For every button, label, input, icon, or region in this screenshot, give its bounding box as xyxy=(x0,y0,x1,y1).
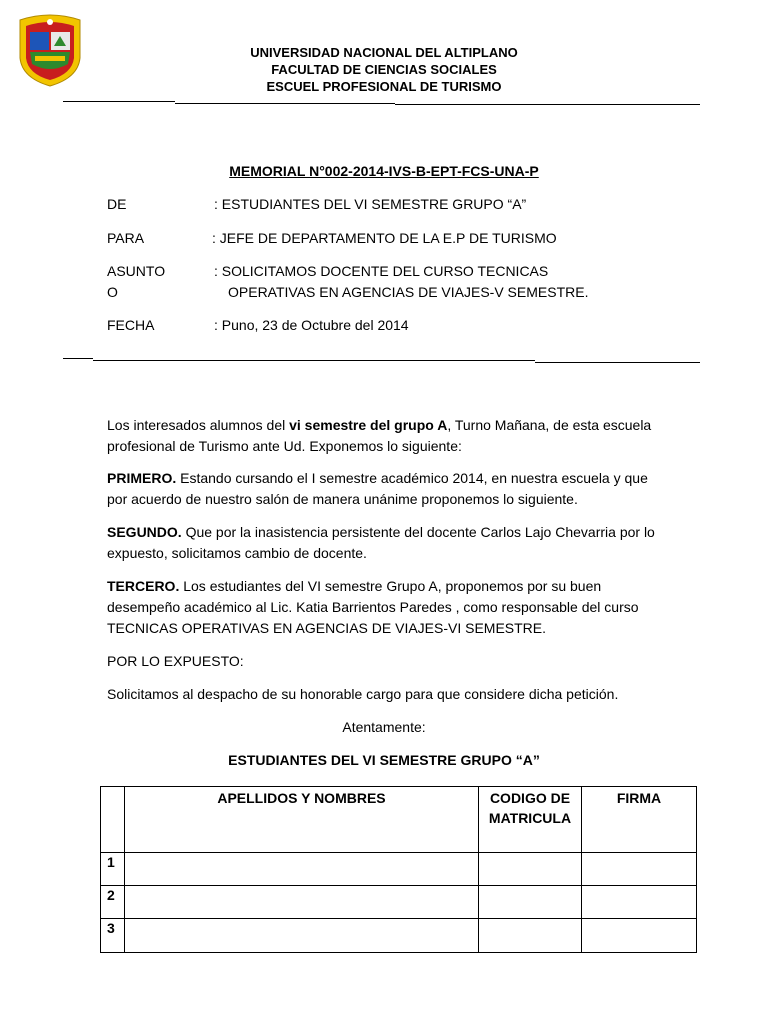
header-divider-left xyxy=(63,101,175,102)
header-faculty: FACULTAD DE CIENCIAS SOCIALES xyxy=(271,62,497,77)
header-school: ESCUEL PROFESIONAL DE TURISMO xyxy=(266,79,502,94)
signature-cell[interactable] xyxy=(582,919,697,953)
memo-divider-left xyxy=(63,358,93,359)
memo-title: MEMORIAL N°002-2014-IVS-B-EPT-FCS-UNA-P xyxy=(229,163,539,179)
header-divider-right xyxy=(395,104,700,105)
signature-cell[interactable] xyxy=(582,886,697,919)
memo-divider-right xyxy=(535,362,700,363)
signatures-heading: ESTUDIANTES DEL VI SEMESTRE GRUPO “A” xyxy=(228,752,540,768)
field-value-de: : ESTUDIANTES DEL VI SEMESTRE GRUPO “A” xyxy=(214,196,527,212)
field-value-asunto: : SOLICITAMOS DOCENTE DEL CURSO TECNICAS xyxy=(214,263,549,279)
field-label-fecha: FECHA xyxy=(107,317,155,333)
field-label-asunto: ASUNTO xyxy=(107,263,166,279)
header-university: UNIVERSIDAD NACIONAL DEL ALTIPLANO xyxy=(250,45,518,60)
request-paragraph: Solicitamos al despacho de su honorable cargo para que considere dicha petición. xyxy=(107,686,619,702)
field-label-asunto-wrap: O xyxy=(107,284,118,300)
header-names-cell: APELLIDOS Y NOMBRES xyxy=(125,787,479,853)
row-number: 2 xyxy=(101,886,125,919)
code-cell[interactable] xyxy=(479,853,582,886)
signature-table xyxy=(100,786,697,953)
name-cell[interactable] xyxy=(125,886,479,919)
name-cell[interactable] xyxy=(125,853,479,886)
por-lo-expuesto: POR LO EXPUESTO: xyxy=(107,653,244,669)
field-value-para: : JEFE DE DEPARTAMENTO DE LA E.P DE TURISMO xyxy=(212,230,557,246)
signature-cell[interactable] xyxy=(582,853,697,886)
field-value-fecha: : Puno, 23 de Octubre del 2014 xyxy=(214,317,409,333)
segundo-paragraph: SEGUNDO. Que por la inasistencia persistente del docente Carlos Lajo Chevarria por lo expuesto, solicitamos cambio de docente. xyxy=(107,524,655,561)
header-number-cell xyxy=(101,787,125,853)
memo-divider-mid xyxy=(93,360,535,361)
row-number: 3 xyxy=(101,919,125,953)
tercero-paragraph: TERCERO. Los estudiantes del VI semestre Grupo A, proponemos por su buen desempeño académico al Lic. Katia Barrientos Paredes , como responsable del curso TECNICAS OPERATIVAS EN AGENCIAS DE VIAJES-VI SEMESTRE. xyxy=(107,578,639,636)
intro-paragraph: Los interesados alumnos del vi semestre del grupo A, Turno Mañana, de esta escuela profesional de Turismo ante Ud. Exponemos lo siguiente: xyxy=(107,417,652,454)
table-row xyxy=(101,919,697,953)
name-cell[interactable] xyxy=(125,919,479,953)
table-header-row xyxy=(101,787,697,853)
code-cell[interactable] xyxy=(479,886,582,919)
closing-text: Atentamente: xyxy=(342,719,426,735)
field-label-de: DE xyxy=(107,196,127,212)
header-signature-cell: FIRMA xyxy=(582,787,697,853)
field-value-asunto-line2: OPERATIVAS EN AGENCIAS DE VIAJES-V SEMESTRE. xyxy=(228,284,589,300)
code-cell[interactable] xyxy=(479,919,582,953)
table-row xyxy=(101,886,697,919)
row-number: 1 xyxy=(101,853,125,886)
header-code-cell: CODIGO DE MATRICULA xyxy=(479,787,582,853)
header-divider-mid xyxy=(175,103,395,104)
primero-paragraph: PRIMERO. Estando cursando el I semestre académico 2014, en nuestra escuela y que por acuerdo de nuestro salón de manera unánime proponemos lo siguiente. xyxy=(107,470,648,507)
table-row xyxy=(101,853,697,886)
field-label-para: PARA xyxy=(107,230,145,246)
